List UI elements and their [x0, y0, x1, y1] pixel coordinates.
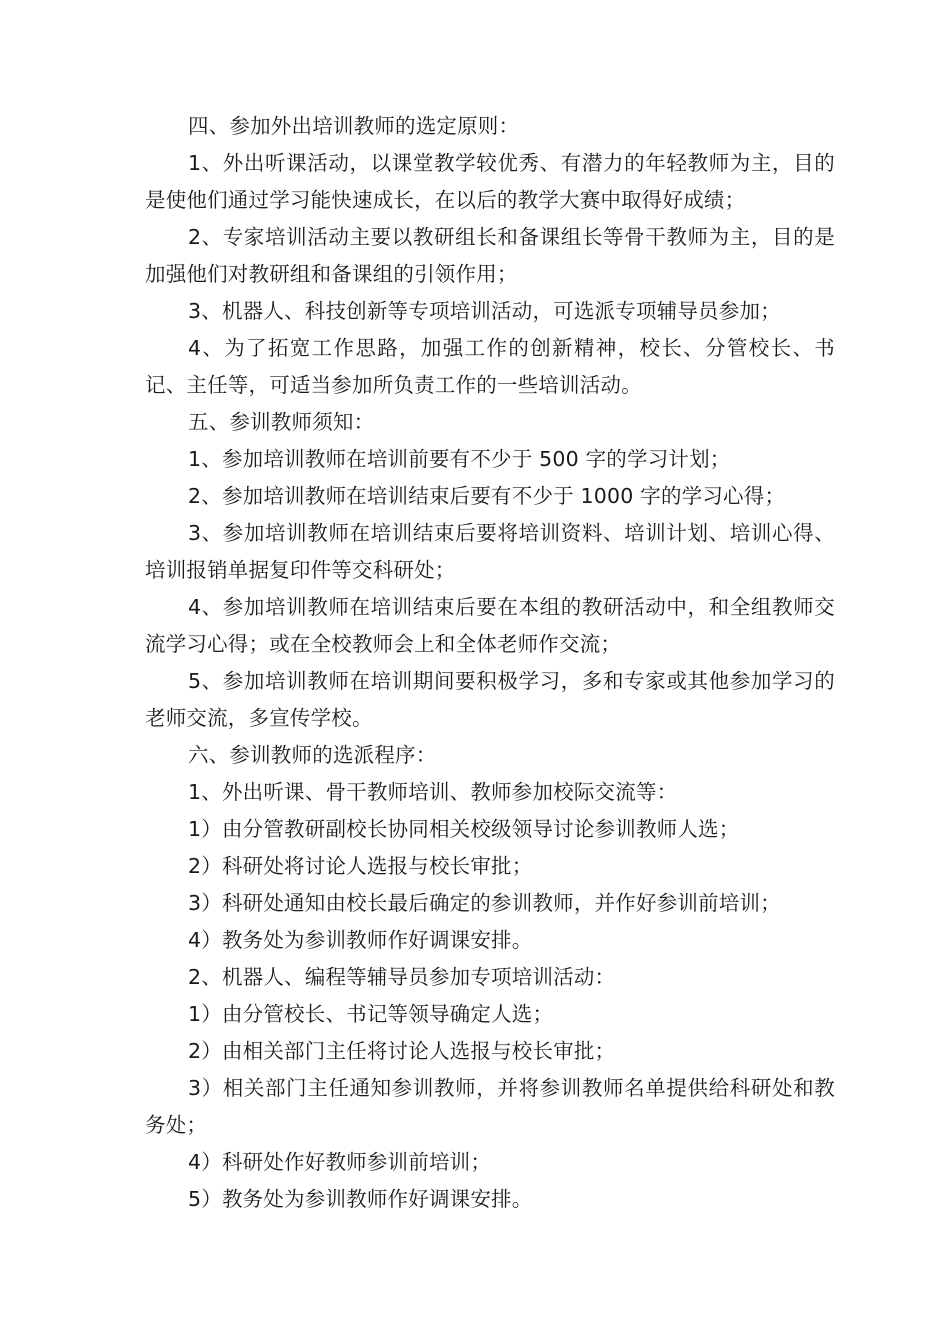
- paragraph: 1、外出听课活动，以课堂教学较优秀、有潜力的年轻教师为主，目的是使他们通过学习能快速成长，在以后的教学大赛中取得好成绩；: [145, 151, 835, 212]
- list-item: 4）科研处作好教师参训前培训；: [188, 1150, 492, 1174]
- section-heading-4: 四、参加外出培训教师的选定原则：: [188, 114, 520, 138]
- paragraph: 3、机器人、科技创新等专项培训活动，可选派专项辅导员参加；: [188, 299, 781, 323]
- paragraph: 2、专家培训活动主要以教研组长和备课组长等骨干教师为主，目的是加强他们对教研组和备课组的引领作用；: [145, 225, 835, 286]
- sub-heading: 1、外出听课、骨干教师培训、教师参加校际交流等：: [188, 780, 678, 804]
- list-item: 1）由分管校长、书记等领导确定人选；: [188, 1002, 554, 1026]
- list-item: 4）教务处为参训教师作好调课安排。: [188, 928, 533, 952]
- list-item: 1）由分管教研副校长协同相关校级领导讨论参训教师人选；: [188, 817, 740, 841]
- paragraph: 1、参加培训教师在培训前要有不少于 500 字的学习计划；: [188, 447, 731, 471]
- list-item: 2）由相关部门主任将讨论人选报与校长审批；: [188, 1039, 616, 1063]
- section-heading-6: 六、参训教师的选派程序：: [188, 743, 437, 767]
- paragraph: 5、参加培训教师在培训期间要积极学习，多和专家或其他参加学习的老师交流，多宣传学校。: [145, 669, 835, 730]
- section-heading-5: 五、参训教师须知：: [188, 410, 375, 434]
- list-item: 2）科研处将讨论人选报与校长审批；: [188, 854, 533, 878]
- paragraph: 2、参加培训教师在培训结束后要有不少于 1000 字的学习心得；: [188, 484, 786, 508]
- list-item: 3）相关部门主任通知参训教师，并将参训教师名单提供给科研处和教务处；: [145, 1076, 835, 1137]
- list-item: 3）科研处通知由校长最后确定的参训教师，并作好参训前培训；: [188, 891, 781, 915]
- paragraph: 4、参加培训教师在培训结束后要在本组的教研活动中，和全组教师交流学习心得；或在全校教师会上和全体老师作交流；: [145, 595, 835, 656]
- sub-heading: 2、机器人、编程等辅导员参加专项培训活动：: [188, 965, 616, 989]
- paragraph: 4、为了拓宽工作思路，加强工作的创新精神，校长、分管校长、书记、主任等，可适当参加所负责工作的一些培训活动。: [145, 336, 835, 397]
- list-item: 5）教务处为参训教师作好调课安排。: [188, 1187, 533, 1211]
- document-body: [145, 108, 835, 1218]
- paragraph: 3、参加培训教师在培训结束后要将培训资料、培训计划、培训心得、培训报销单据复印件等交科研处；: [145, 521, 835, 582]
